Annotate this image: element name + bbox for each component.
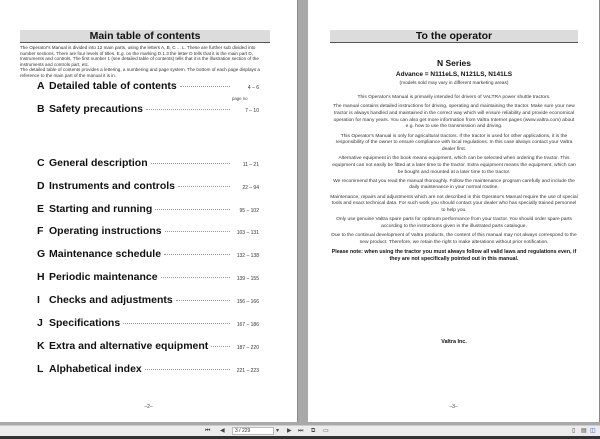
- toc-item[interactable]: [37, 225, 259, 248]
- prev-page-icon[interactable]: ◀: [220, 428, 225, 434]
- toc-leader: [178, 186, 230, 187]
- toc-letter: A: [37, 80, 45, 92]
- page-number-input[interactable]: 3 / 229: [232, 427, 274, 435]
- toc-leader: [211, 346, 230, 347]
- toc-pages: 139 – 155: [236, 276, 259, 283]
- toc-list: [37, 80, 259, 386]
- toc-item[interactable]: [37, 271, 259, 294]
- toc-item[interactable]: [37, 294, 259, 317]
- toc-title: Detailed table of contents: [49, 80, 177, 92]
- toc-pages: 95 – 102: [239, 207, 259, 214]
- toc-letter: G: [37, 248, 46, 261]
- page-no-label: page no: [232, 96, 248, 101]
- toc-pages: 7 – 10: [245, 107, 259, 114]
- toc-leader: [123, 323, 230, 324]
- toc-item[interactable]: [37, 180, 259, 203]
- toc-pages: 187 – 220: [236, 344, 259, 351]
- paragraph: This Operator's Manual is only for agricultural tractors. If the tractor is used for other applications, it is the responsibility of the owner to ensure compliance with local regulations. In this case always contact your Valtra dealer first.: [335, 133, 573, 152]
- toc-letter: H: [37, 271, 45, 284]
- toc-pages: 156 – 166: [236, 299, 259, 306]
- signature: Valtra Inc.: [441, 339, 467, 345]
- toc-title: Safety precautions: [49, 102, 143, 115]
- toc-leader: [155, 209, 230, 210]
- toc-pages: 4 – 6: [247, 85, 259, 91]
- toc-letter: F: [37, 225, 44, 238]
- toc-title: Specifications: [49, 317, 121, 330]
- toc-letter: D: [37, 179, 45, 192]
- toc-letter: E: [37, 202, 45, 215]
- right-page: [308, 0, 600, 422]
- toc-leader: [151, 163, 230, 164]
- toc-leader: [146, 109, 230, 110]
- single-page-icon[interactable]: ▯: [572, 428, 576, 434]
- left-page: [0, 0, 298, 422]
- models-note: (models sold may vary in different marketing areas): [399, 81, 509, 86]
- paragraph: Alternative equipment in the book means equipment, which can be selected when ordering the tractor. This equipment can not easily be fitted at a later time to the tractor. Extra equipment means the equipment, which can be bought and mounted at a later time to the tractor.: [332, 156, 576, 175]
- paragraph: Maintenance, repairs and adjustments which are not described in this Operator's Manual require the use of special tools and exact technical data. For such work you should contact your dealer who has specially trained personnel to help you.: [330, 194, 578, 214]
- toc-letter: I: [37, 294, 40, 307]
- first-page-icon[interactable]: ⏮: [205, 428, 211, 434]
- toc-title: Starting and running: [49, 202, 153, 215]
- two-page-icon[interactable]: ◫: [590, 428, 596, 434]
- paragraph: We recommend that you read the manual thoroughly. Follow the maintenance program carefully and include the daily maintenance in your normal routine.: [333, 178, 575, 191]
- toc-item[interactable]: [37, 103, 259, 126]
- page-title: Main table of contents: [20, 30, 270, 43]
- rotate-icon[interactable]: ⧉: [311, 428, 316, 434]
- toc-letter: C: [37, 156, 45, 169]
- models-line: Advance = N111eLS, N121LS, N141LS: [395, 71, 513, 78]
- toc-item[interactable]: [37, 363, 259, 386]
- toc-letter: L: [37, 362, 44, 375]
- note: Please note: when using the tractor you must always follow all valid laws and regulations even, if they are not specifically pointed out in this manual.: [331, 249, 577, 262]
- intro-text: The Operator's Manual is divided into 12 main parts, using the letters A, B, C ... L. These are further sub divided into number sections. There are four levels of titles. E.g. on the marking D.1.3 the letter D tells that it is the main part D, Instruments and controls. The first number 1 (see detailed table of contents) tells that it is the illustration section of the instruments and controls part, etc. The detailed table of contents provides a lettering, a numbering and page system. The bottom of each page displays a reference to the main part of the manual it is in.: [20, 45, 260, 78]
- toc-item[interactable]: [37, 317, 259, 340]
- toc-pages: 11 – 21: [242, 161, 259, 168]
- next-page-icon[interactable]: ▶: [287, 428, 292, 434]
- toc-leader: [161, 277, 230, 278]
- toc-pages: 132 – 138: [236, 253, 259, 260]
- page-title: To the operator: [330, 30, 578, 43]
- page-footer: –2–: [144, 404, 153, 410]
- toc-title: Extra and alternative equipment: [49, 339, 209, 352]
- toc-letter: J: [37, 317, 43, 330]
- paragraph: The manual contains detailed instructions for driving, operating and maintaining the tractor. Make sure your new tractor is always handled and maintained in the correct way which will ensure reliability and provide economical operation for many years. You can also get more information from Valtra Internet pages (www.valtra.com) about e.g. how to use the transmission and driving.: [333, 104, 575, 130]
- toc-leader: [180, 86, 230, 87]
- paragraph: Due to the continual development of Valtra products, the content of this manual may not always correspond to the new product. Therefore, we retain the right to make alterations without prior notification.: [331, 233, 577, 245]
- body-text: [330, 95, 578, 265]
- toc-item[interactable]: [37, 340, 259, 363]
- toc-title: General description: [49, 156, 148, 169]
- fit-icon[interactable]: ▭: [323, 428, 329, 434]
- page-footer: –3–: [449, 404, 458, 410]
- toc-letter: B: [37, 102, 45, 115]
- paragraph: This Operator's Manual is primarily intended for drivers of VALTRA power shuttle tractors.: [357, 95, 551, 100]
- toc-pages: 22 – 94: [242, 184, 259, 191]
- toc-title: Checks and adjustments: [49, 294, 173, 307]
- toc-pages: 167 – 186: [236, 322, 259, 329]
- page-dropdown-icon[interactable]: ▾: [276, 428, 280, 434]
- series-title: N Series: [436, 58, 472, 68]
- toc-title: Operating instructions: [49, 225, 162, 238]
- last-page-icon[interactable]: ⏭: [298, 428, 304, 434]
- toc-pages: 103 – 131: [236, 230, 259, 237]
- paragraph: Only use genuine Valtra spare parts for optimum performance from your tractor. You should order spare parts according to the instructions given in the illustrated parts catalogue.: [336, 217, 572, 229]
- toc-leader: [164, 254, 230, 255]
- toc-leader: [165, 231, 230, 232]
- toc-item[interactable]: [37, 203, 259, 226]
- toc-title: Instruments and controls: [49, 179, 176, 192]
- toc-leader: [145, 369, 230, 370]
- continuous-icon[interactable]: ▤: [581, 428, 587, 434]
- toc-title: Maintenance schedule: [49, 248, 162, 261]
- toc-leader: [176, 300, 230, 301]
- toc-title: Periodic maintenance: [49, 271, 158, 284]
- viewer-toolbar: [0, 425, 600, 436]
- toc-item[interactable]: [37, 80, 259, 103]
- toc-item[interactable]: [37, 157, 259, 180]
- toc-item[interactable]: [37, 248, 259, 271]
- toc-letter: K: [37, 339, 45, 352]
- toc-pages: 221 – 223: [236, 367, 259, 374]
- toc-title: Alphabetical index: [49, 362, 142, 375]
